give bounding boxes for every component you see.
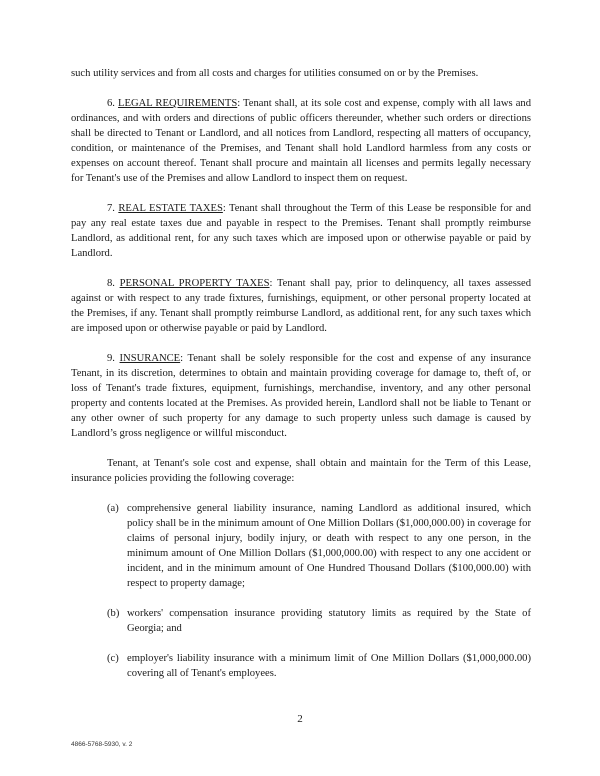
- continuation-text: such utility services and from all costs and charges for utilities consumed on or by the Premises.: [71, 68, 479, 79]
- page-number: 2: [297, 713, 303, 725]
- coverage-item-a: [107, 501, 531, 591]
- section-heading: LEGAL REQUIREMENTS: [118, 98, 238, 109]
- coverage-item-b: [107, 606, 531, 636]
- section-7-real-estate-taxes: [71, 201, 531, 261]
- section-6-legal-requirements: [71, 96, 531, 186]
- section-number: 8.: [107, 278, 115, 289]
- section-body: : Tenant shall throughout the Term of this Lease be responsible for and pay any real estate taxes due and payable in respect to the Premises. Tenant shall promptly reimburse Landlord, as additional rent, for any such taxes which are imposed upon or otherwise payable or paid by Landlord.: [71, 203, 532, 259]
- section-body: : Tenant shall be solely responsible for the cost and expense of any insurance Tenant, in its discretion, determines to obtain and maintain providing coverage for damage to, theft of, or loss of Tenant's trade fixtures, equipment, furnishings, merchandise, inventory, and any other personal property and contents located at the Premises. As provided herein, Landlord shall not be liable to Tenant or any other owner of such property for any damage to such property unless such damage is caused by Landlord’s gross negligence or willful misconduct.: [71, 353, 531, 439]
- section-body: : Tenant shall pay, prior to delinquency, all taxes assessed against or with respect to any trade fixtures, furnishings, equipment, or other personal property located at the Premises, if any. Tenant shall promptly reimburse Landlord, as additional rent, for any such taxes which are imposed upon or otherwise payable or paid by Landlord.: [71, 278, 531, 334]
- section-number: 9.: [107, 353, 115, 364]
- document-page: [71, 66, 531, 696]
- document-id: 4866-5768-5930, v. 2: [71, 741, 133, 748]
- section-number: 6.: [107, 98, 115, 109]
- section-8-personal-property-taxes: [71, 276, 531, 336]
- section-body: : Tenant shall, at its sole cost and expense, comply with all laws and ordinances, and with orders and directions of public officers thereunder, whether such orders or directions shall be directed to Tenant or Landlord, and all notices from Landlord, respecting all matters of occupancy, condition, or maintenance of the Premises, and Tenant shall hold Landlord harmless from any costs or expenses on account thereof. Tenant shall procure and maintain all licenses and permits legally necessary for Tenant's use of the Premises and allow Landlord to inspect them on request.: [71, 98, 531, 184]
- list-item-text: comprehensive general liability insurance, naming Landlord as additional insured, which policy shall be in the minimum amount of One Million Dollars ($1,000,000.00) in coverage for claims of personal injury, bodily injury, or death with respect to any one person, in the minimum amount of One Million Dollars ($1,000,000.00) with respect to any one accident or incident, and in the minimum amount of One Hundred Thousand Dollars ($100,000.00) with respect to property damage;: [127, 503, 531, 589]
- coverage-item-c: [107, 651, 531, 681]
- section-heading: PERSONAL PROPERTY TAXES: [119, 278, 270, 289]
- insurance-intro: Tenant, at Tenant's sole cost and expense, shall obtain and maintain for the Term of this Lease, insurance policies providing the following coverage:: [71, 458, 531, 484]
- list-marker: (b): [107, 608, 120, 619]
- list-marker: (a): [107, 503, 119, 514]
- section-9-insurance: [71, 351, 531, 441]
- section-heading: REAL ESTATE TAXES: [118, 203, 223, 214]
- list-item-text: workers' compensation insurance providing statutory limits as required by the State of Georgia; and: [127, 608, 531, 634]
- section-number: 7.: [107, 203, 115, 214]
- list-item-text: employer's liability insurance with a minimum limit of One Million Dollars ($1,000,000.00) covering all of Tenant's employees.: [127, 653, 531, 679]
- section-heading: INSURANCE: [119, 353, 181, 364]
- list-marker: (c): [107, 653, 119, 664]
